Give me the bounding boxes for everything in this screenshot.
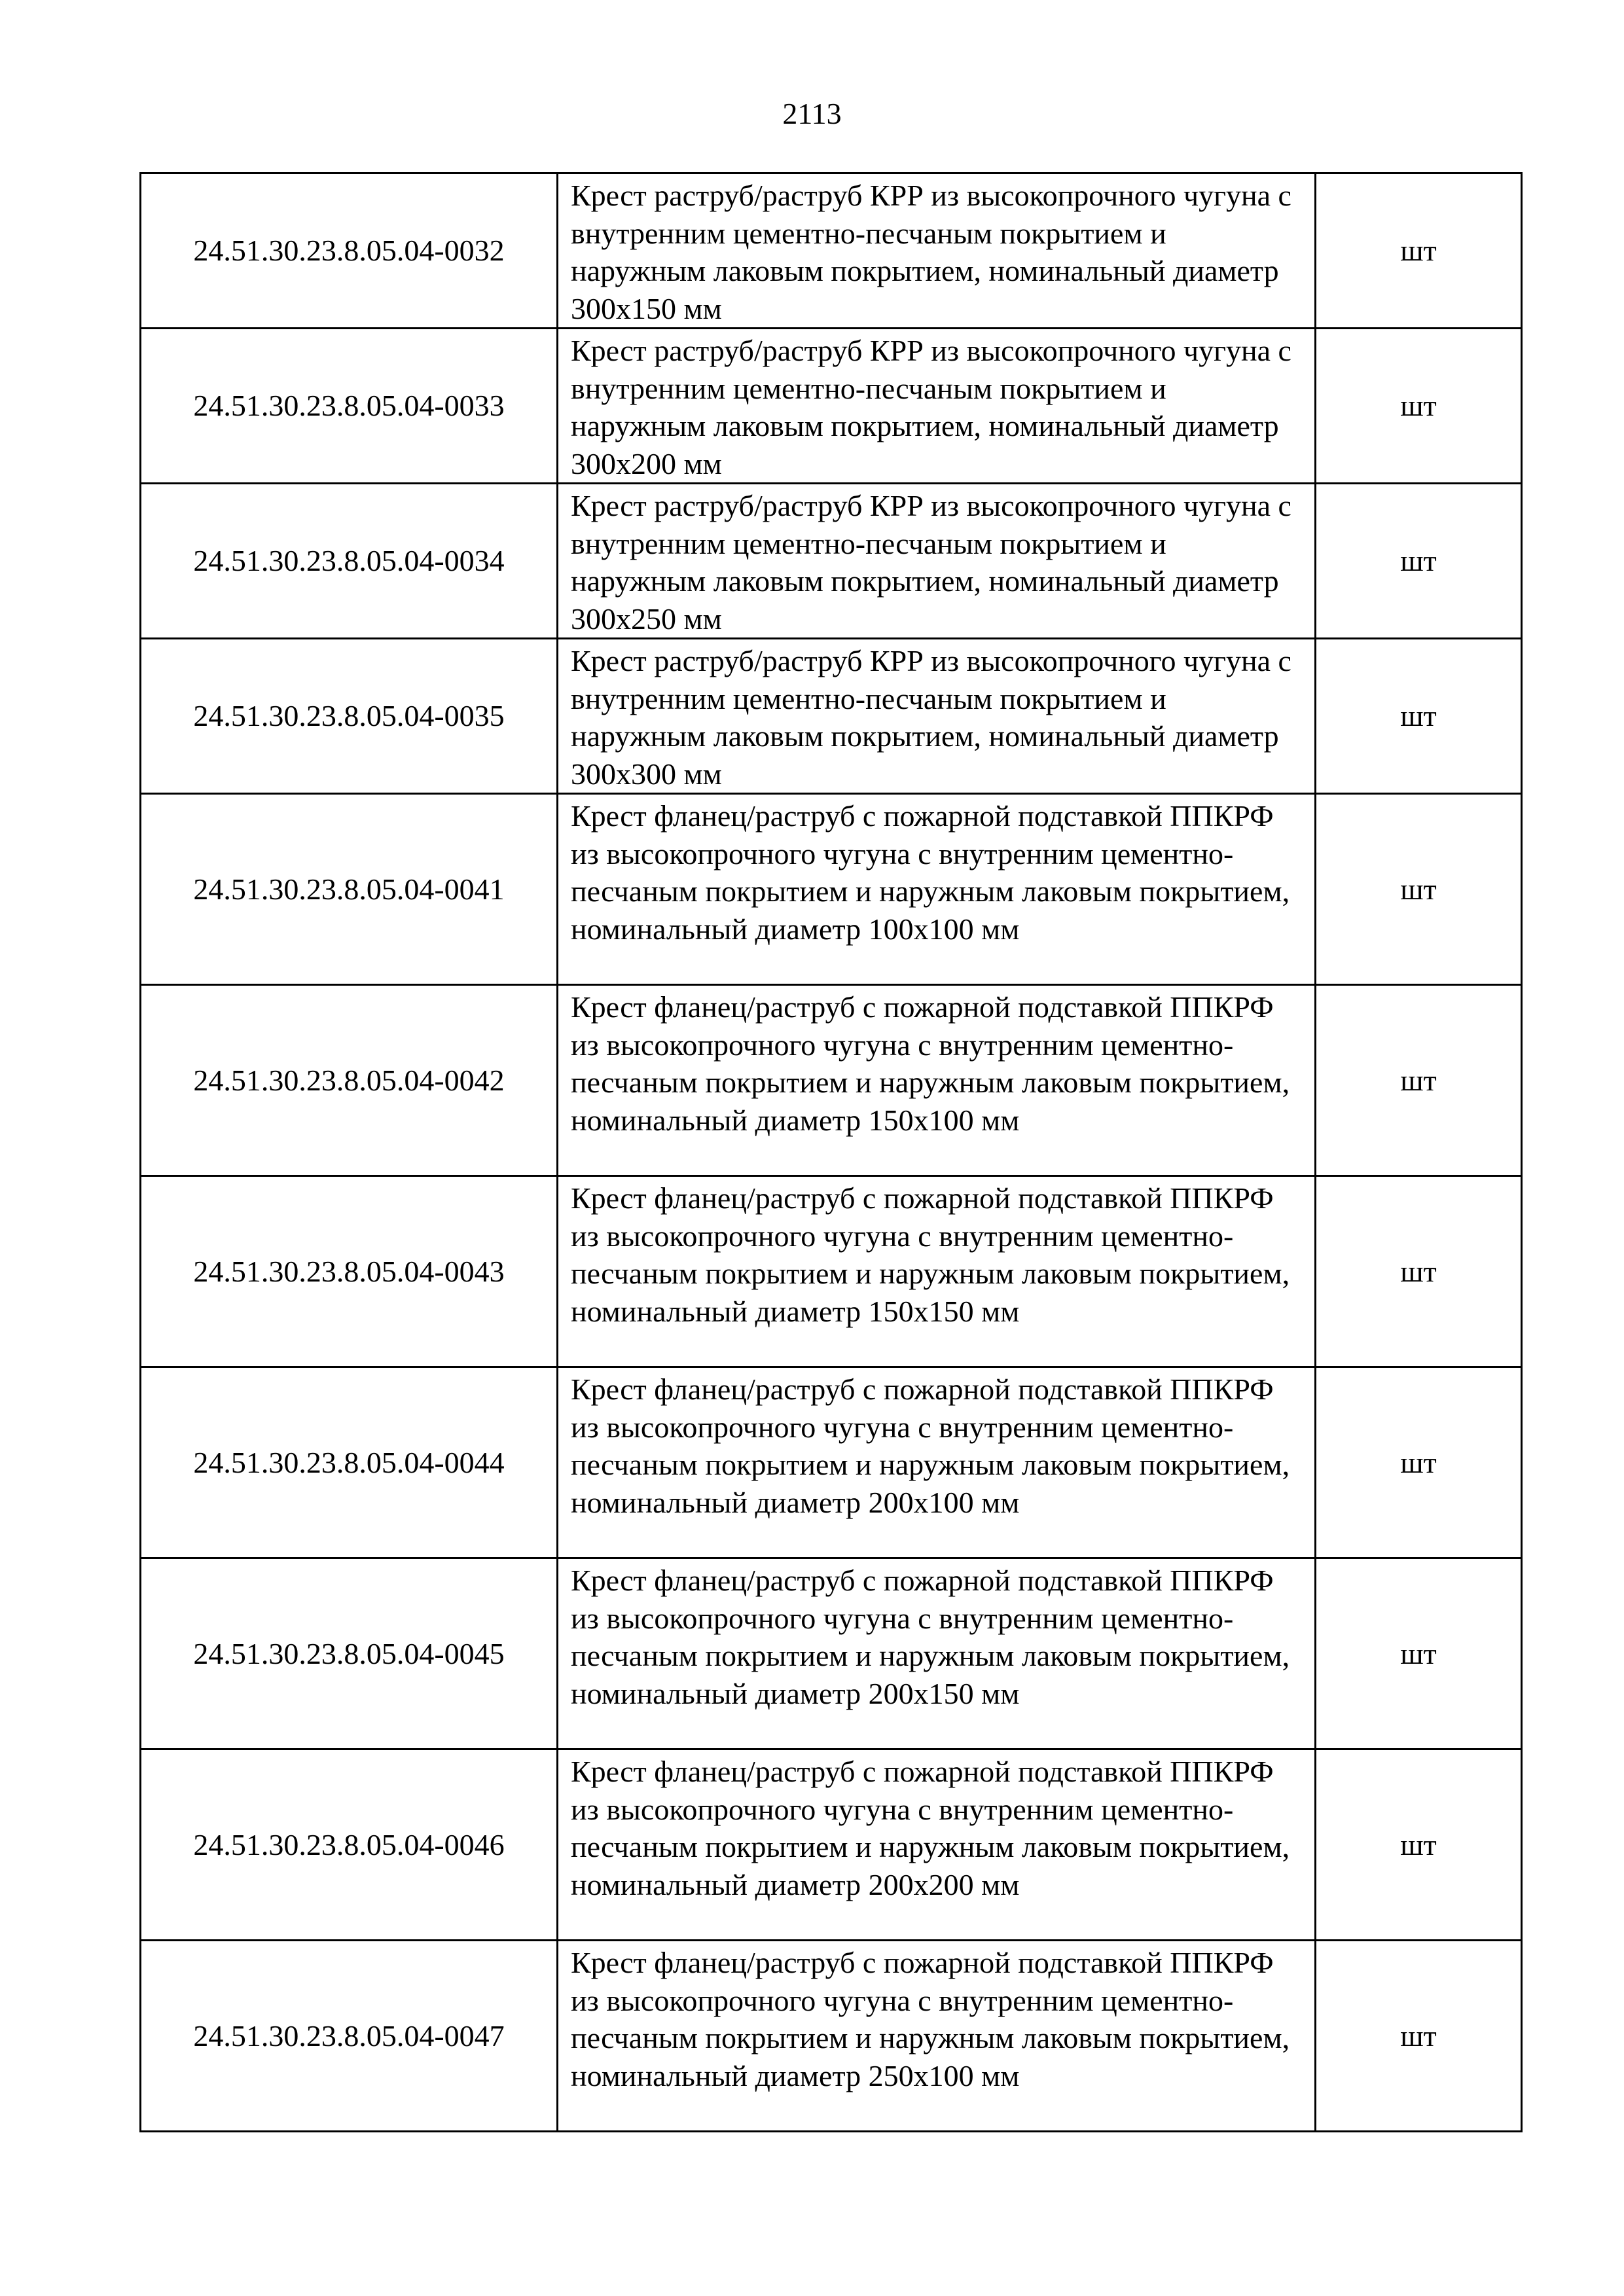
table-row: [141, 794, 1522, 985]
unit-of-measure: шт: [1316, 1367, 1522, 1558]
resource-description: Крест фланец/раструб с пожарной подставкой ППКРФ из высокопрочного чугуна с внутренним цементно-песчаным покрытием и наружным лаковым покрытием, номинальный диаметр 150х100 мм: [558, 985, 1316, 1176]
table-row: [141, 329, 1522, 484]
resource-description: Крест фланец/раструб с пожарной подставкой ППКРФ из высокопрочного чугуна с внутренним цементно-песчаным покрытием и наружным лаковым покрытием, номинальный диаметр 150х150 мм: [558, 1176, 1316, 1367]
table-row: [141, 1749, 1522, 1941]
page-number: 2113: [782, 97, 842, 130]
resource-code: 24.51.30.23.8.05.04-0034: [141, 484, 558, 639]
resource-code: 24.51.30.23.8.05.04-0033: [141, 329, 558, 484]
resource-code: 24.51.30.23.8.05.04-0042: [141, 985, 558, 1176]
resource-code: 24.51.30.23.8.05.04-0044: [141, 1367, 558, 1558]
resource-description: Крест раструб/раструб КРР из высокопрочного чугуна с внутренним цементно-песчаным покрытием и наружным лаковым покрытием, номинальный диаметр 300х150 мм: [558, 173, 1316, 329]
table-row: [141, 484, 1522, 639]
unit-of-measure: шт: [1316, 639, 1522, 794]
resource-code: 24.51.30.23.8.05.04-0032: [141, 173, 558, 329]
resource-description: Крест раструб/раструб КРР из высокопрочного чугуна с внутренним цементно-песчаным покрытием и наружным лаковым покрытием, номинальный диаметр 300х200 мм: [558, 329, 1316, 484]
resource-description: Крест фланец/раструб с пожарной подставкой ППКРФ из высокопрочного чугуна с внутренним цементно-песчаным покрытием и наружным лаковым покрытием, номинальный диаметр 250х100 мм: [558, 1941, 1316, 2132]
catalog-table: [139, 172, 1523, 2132]
resource-description: Крест раструб/раструб КРР из высокопрочного чугуна с внутренним цементно-песчаным покрытием и наружным лаковым покрытием, номинальный диаметр 300х250 мм: [558, 484, 1316, 639]
table-row: [141, 639, 1522, 794]
unit-of-measure: шт: [1316, 329, 1522, 484]
resource-description: Крест фланец/раструб с пожарной подставкой ППКРФ из высокопрочного чугуна с внутренним цементно-песчаным покрытием и наружным лаковым покрытием, номинальный диаметр 100х100 мм: [558, 794, 1316, 985]
unit-of-measure: шт: [1316, 484, 1522, 639]
unit-of-measure: шт: [1316, 794, 1522, 985]
table-row: [141, 985, 1522, 1176]
resource-code: 24.51.30.23.8.05.04-0047: [141, 1941, 558, 2132]
table-row: [141, 1367, 1522, 1558]
resource-code: 24.51.30.23.8.05.04-0045: [141, 1558, 558, 1749]
resource-code: 24.51.30.23.8.05.04-0035: [141, 639, 558, 794]
unit-of-measure: шт: [1316, 173, 1522, 329]
unit-of-measure: шт: [1316, 1176, 1522, 1367]
unit-of-measure: шт: [1316, 1558, 1522, 1749]
unit-of-measure: шт: [1316, 1941, 1522, 2132]
unit-of-measure: шт: [1316, 985, 1522, 1176]
resource-description: Крест фланец/раструб с пожарной подставкой ППКРФ из высокопрочного чугуна с внутренним цементно-песчаным покрытием и наружным лаковым покрытием, номинальный диаметр 200х200 мм: [558, 1749, 1316, 1941]
table-row: [141, 1941, 1522, 2132]
table-row: [141, 173, 1522, 329]
resource-description: Крест фланец/раструб с пожарной подставкой ППКРФ из высокопрочного чугуна с внутренним цементно-песчаным покрытием и наружным лаковым покрытием, номинальный диаметр 200х100 мм: [558, 1367, 1316, 1558]
unit-of-measure: шт: [1316, 1749, 1522, 1941]
resource-code: 24.51.30.23.8.05.04-0043: [141, 1176, 558, 1367]
resource-code: 24.51.30.23.8.05.04-0046: [141, 1749, 558, 1941]
resource-description: Крест раструб/раструб КРР из высокопрочного чугуна с внутренним цементно-песчаным покрытием и наружным лаковым покрытием, номинальный диаметр 300х300 мм: [558, 639, 1316, 794]
table-row: [141, 1558, 1522, 1749]
resource-description: Крест фланец/раструб с пожарной подставкой ППКРФ из высокопрочного чугуна с внутренним цементно-песчаным покрытием и наружным лаковым покрытием, номинальный диаметр 200х150 мм: [558, 1558, 1316, 1749]
resource-code: 24.51.30.23.8.05.04-0041: [141, 794, 558, 985]
table-row: [141, 1176, 1522, 1367]
